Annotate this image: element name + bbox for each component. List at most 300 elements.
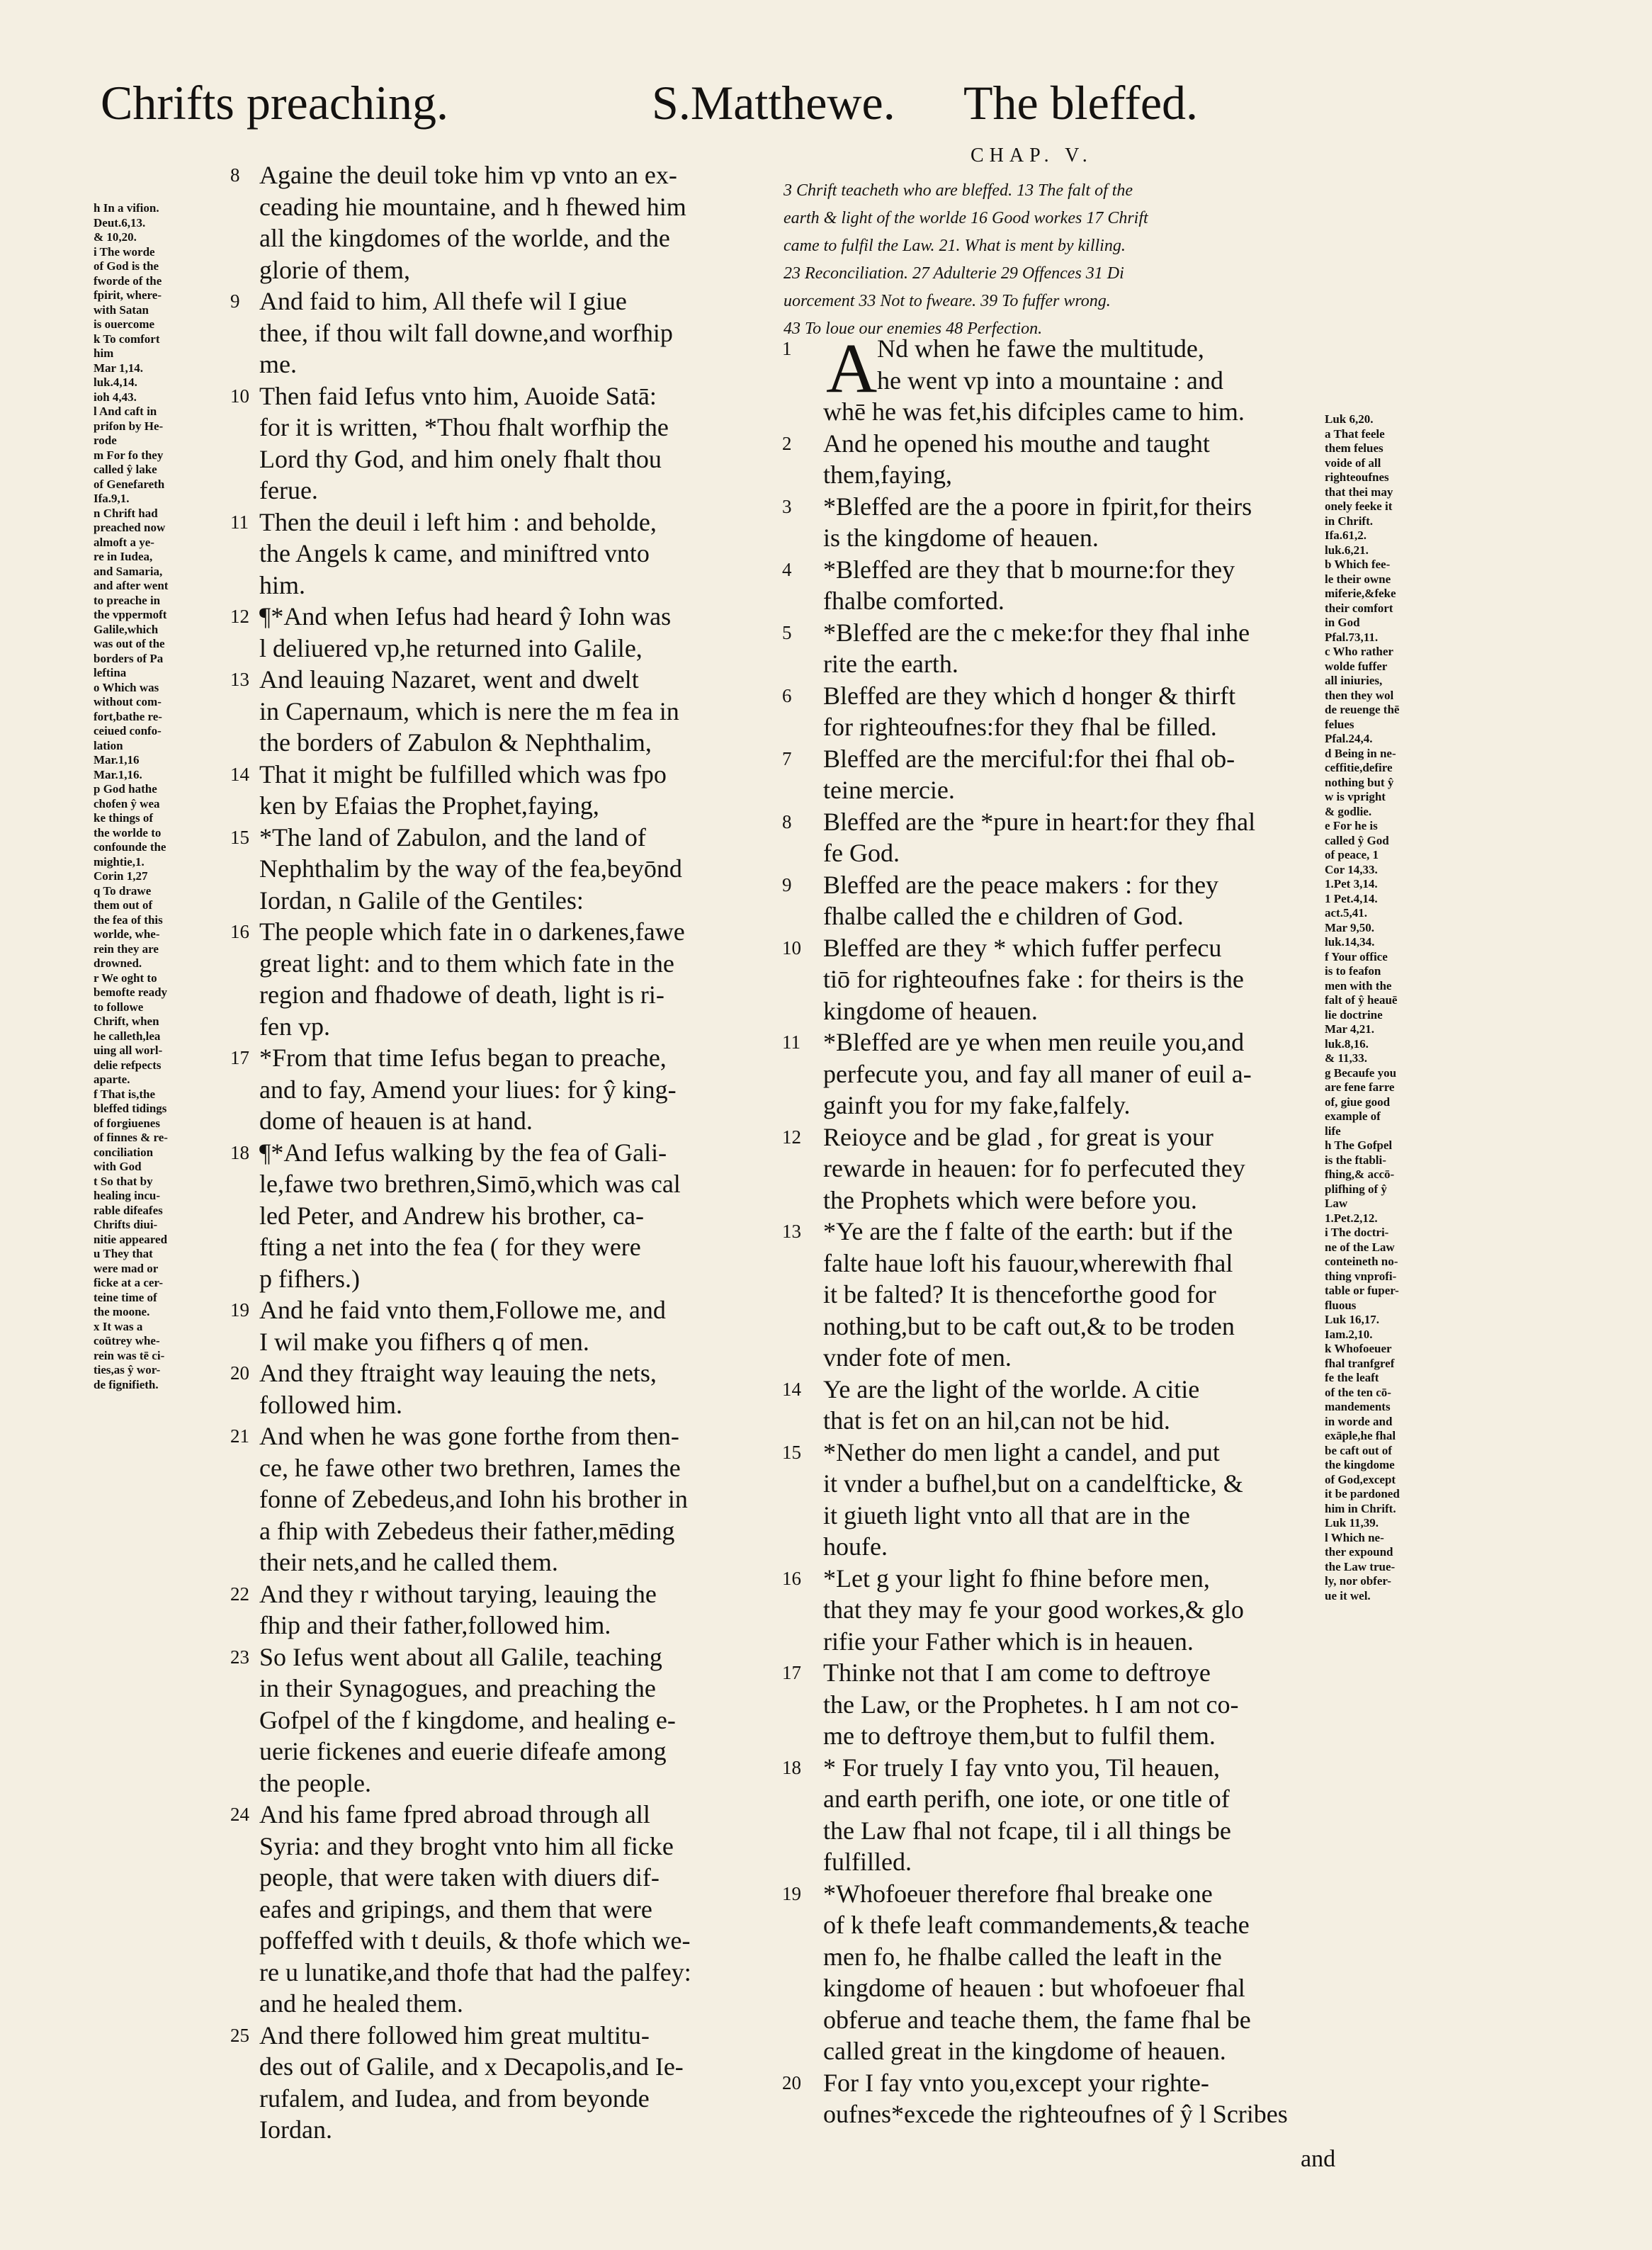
- text-line: Then faid Iefus vnto him, Auoide Satā:: [259, 381, 657, 410]
- margin-note-line: was out of the: [94, 637, 165, 650]
- margin-note-line: bemofte ready: [94, 985, 168, 999]
- text-line: it be falted? It is thenceforthe good for: [823, 1280, 1216, 1308]
- margin-note-line: table or fuper-: [1325, 1284, 1399, 1297]
- margin-note-line: the worlde to: [94, 825, 162, 839]
- text-line: ce, he fawe other two brethren, Iames the: [259, 1453, 681, 1482]
- text-line: Bleffed are the merciful:for thei fhal ob-: [823, 744, 1235, 773]
- text-line: Iordan, n Galile of the Gentiles:: [259, 886, 584, 915]
- margin-note-line: c Who rather: [1325, 645, 1393, 658]
- margin-note-line: righteoufnes: [1325, 470, 1389, 484]
- text-line: fhalbe called the e children of God.: [823, 902, 1184, 930]
- margin-note-line: them felues: [1325, 441, 1384, 455]
- text-line: and he healed them.: [259, 1989, 463, 2018]
- margin-note-line: the kingdome: [1325, 1458, 1395, 1471]
- margin-note-line: & 10,20.: [94, 230, 137, 244]
- text-line: all the kingdomes of the worlde, and the: [259, 224, 670, 252]
- text-line: Bleffed are the *pure in heart:for they fhal: [823, 807, 1256, 836]
- margin-note-line: Cor 14,33.: [1325, 862, 1378, 876]
- text-line: Bleffed are they * which fuffer perfecu: [823, 933, 1222, 962]
- summary-line: 3 Chrift teacheth who are bleffed. 13 The falt of the: [783, 181, 1133, 200]
- text-line: men fo, he fhalbe called the leaft in the: [823, 1942, 1222, 1971]
- margin-note-line: m For fo they: [94, 448, 164, 462]
- margin-note-line: nothing but ŷ: [1325, 775, 1394, 789]
- text-line: of k thefe leaft commandements,& teache: [823, 1911, 1250, 1939]
- margin-note-line: felues: [1325, 717, 1354, 731]
- margin-note-line: life: [1325, 1124, 1341, 1138]
- margin-note-line: h The Gofpel: [1325, 1138, 1393, 1152]
- text-line: eafes and gripings, and them that were: [259, 1894, 652, 1923]
- verse-number: 10: [782, 937, 801, 959]
- margin-note-line: luk.6,21.: [1325, 543, 1369, 557]
- margin-note-line: be caft out of: [1325, 1443, 1392, 1457]
- text-line: *Bleffed are the a poore in fpirit,for theirs: [823, 492, 1252, 521]
- margin-note-line: worlde, whe-: [94, 927, 160, 941]
- margin-note-line: mightie,1.: [94, 854, 145, 869]
- margin-note-line: ne of the Law: [1325, 1240, 1395, 1254]
- text-line: For I fay vnto you,except your righte-: [823, 2068, 1209, 2097]
- margin-note-line: l And caft in: [94, 405, 157, 418]
- text-line: * For truely I fay vnto you, Til heauen,: [823, 1753, 1220, 1782]
- text-line: des out of Galile, and x Decapolis,and Ie-: [259, 2052, 684, 2081]
- margin-note-line: re in Iudea,: [94, 550, 153, 563]
- margin-note-line: bleffed tidings: [94, 1102, 167, 1115]
- margin-note-line: of God,except: [1325, 1472, 1396, 1486]
- text-line: for righteoufnes:for they fhal be filled.: [823, 713, 1217, 741]
- summary-line: came to fulfil the Law. 21. What is ment by killing.: [783, 237, 1126, 255]
- margin-note-line: fpirit, where-: [94, 288, 162, 302]
- verse-number: 5: [782, 621, 792, 643]
- margin-note-line: their comfort: [1325, 601, 1393, 615]
- text-line: thee, if thou wilt fall downe,and worfhip: [259, 318, 673, 347]
- text-line: gainft you for my fake,falfely.: [823, 1091, 1131, 1119]
- margin-note-line: with Satan: [94, 303, 149, 317]
- running-header-center: S.Matthewe.: [652, 76, 895, 130]
- margin-note-line: voide of all: [1325, 456, 1381, 470]
- verse-number: 11: [230, 511, 249, 533]
- text-line: *From that time Iefus began to preache,: [259, 1044, 667, 1072]
- text-line: fhalbe comforted.: [823, 587, 1005, 615]
- margin-note-line: fhal tranfgref: [1325, 1356, 1395, 1370]
- margin-note-line: plifhing of ŷ: [1325, 1182, 1387, 1196]
- margin-note-line: the vppermoft: [94, 608, 167, 621]
- text-line: Ye are the light of the worlde. A citie: [823, 1374, 1200, 1403]
- margin-note-line: Deut.6,13.: [94, 215, 146, 230]
- margin-note-line: ficke at a cer-: [94, 1276, 164, 1289]
- text-line: it vnder a bufhel,but on a candelfticke, &: [823, 1469, 1243, 1498]
- margin-note-line: luk.8,16.: [1325, 1036, 1369, 1051]
- text-line: And faid to him, All thefe wil I giue: [259, 287, 627, 315]
- margin-note-line: in Chrift.: [1325, 514, 1373, 528]
- verse-number: 12: [782, 1126, 801, 1148]
- text-line: great light: and to them which fate in the: [259, 949, 674, 978]
- right-text-column: [823, 329, 1312, 2130]
- verse-number: 11: [782, 1031, 800, 1053]
- margin-note-line: ceiued confo-: [94, 724, 162, 737]
- verse-number: 15: [230, 826, 249, 848]
- text-line: ¶*And when Iefus had heard ŷ Iohn was: [259, 602, 672, 631]
- margin-note-line: 1.Pet.2,12.: [1325, 1211, 1378, 1225]
- margin-note-line: x It was a: [94, 1319, 143, 1333]
- text-line: ceading hie mountaine, and h fhewed him: [259, 192, 686, 221]
- margin-note-line: conteineth no-: [1325, 1255, 1398, 1268]
- text-line: *Let g your light fo fhine before men,: [823, 1564, 1210, 1593]
- margin-note-line: Chrifts diui-: [94, 1218, 158, 1231]
- margin-note-line: rode: [94, 434, 117, 447]
- summary-line: uorcement 33 Not to fweare. 39 To fuffer wrong.: [783, 292, 1111, 310]
- margin-note-line: falt of ŷ heauē: [1325, 993, 1398, 1007]
- text-line: Thinke not that I am come to deftroye: [823, 1658, 1211, 1687]
- margin-note-line: the Law true-: [1325, 1559, 1396, 1573]
- margin-note-line: confounde the: [94, 840, 166, 854]
- chapter-summary: [783, 177, 1322, 343]
- text-line: Againe the deuil toke him vp vnto an ex-: [259, 161, 677, 189]
- margin-note-line: h In a vifion.: [94, 201, 159, 215]
- margin-note-line: mandements: [1325, 1400, 1391, 1413]
- margin-note-line: called ŷ lake: [94, 463, 157, 476]
- text-line: a fhip with Zebedeus their father,mēding: [259, 1516, 675, 1545]
- text-line: the Angels k came, and miniftred vnto: [259, 539, 650, 567]
- left-margin-notes: [94, 201, 214, 1392]
- text-line: rifie your Father which is in heauen.: [823, 1627, 1194, 1656]
- text-line: fonne of Zebedeus,and Iohn his brother in: [259, 1485, 688, 1513]
- margin-note-line: thing vnprofi-: [1325, 1269, 1397, 1283]
- running-header-right: The bleffed.: [963, 76, 1199, 130]
- margin-note-line: r We oght to: [94, 971, 157, 985]
- text-line: Then the deuil i left him : and beholde,: [259, 507, 657, 536]
- margin-note-line: Mar.1,16.: [94, 767, 142, 781]
- margin-note-line: of Genefareth: [94, 477, 165, 491]
- margin-note-line: of God is the: [94, 259, 159, 273]
- margin-note-line: d Being in ne-: [1325, 746, 1396, 760]
- drop-cap: A: [826, 329, 878, 407]
- text-line: *The land of Zabulon, and the land of: [259, 822, 646, 852]
- margin-note-line: Luk 6,20.: [1325, 412, 1374, 426]
- verse-number: 17: [782, 1662, 801, 1683]
- text-line: and to fay, Amend your liues: for ŷ king-: [259, 1075, 677, 1104]
- margin-note-line: fhing,& accō-: [1325, 1168, 1395, 1181]
- margin-note-line: conciliation: [94, 1145, 154, 1159]
- margin-note-line: fe the leaft: [1325, 1371, 1379, 1384]
- verse-number: 20: [782, 2071, 801, 2093]
- margin-note-line: Mar.1,16: [94, 753, 140, 767]
- text-line: ferue.: [259, 476, 318, 504]
- text-line: *Nether do men light a candel, and put: [823, 1437, 1220, 1466]
- verse-number: 2: [782, 432, 792, 454]
- text-line: region and fhadowe of death, light is ri-: [259, 980, 664, 1009]
- verse-number: 14: [230, 763, 249, 785]
- margin-note-line: are fene farre: [1325, 1080, 1395, 1094]
- margin-note-line: & 11,33.: [1325, 1051, 1367, 1065]
- margin-note-line: prifon by He-: [94, 419, 164, 433]
- margin-note-line: rein they are: [94, 942, 159, 956]
- text-line: Reioyce and be glad , for great is your: [823, 1122, 1213, 1151]
- margin-note-line: the moone.: [94, 1305, 150, 1318]
- margin-note-line: rein was tē ci-: [94, 1348, 165, 1362]
- margin-note-line: drowned.: [94, 956, 142, 970]
- margin-note-line: wolde fuffer: [1325, 659, 1388, 673]
- margin-note-line: u They that: [94, 1247, 153, 1260]
- margin-note-line: rable difeafes: [94, 1203, 163, 1217]
- margin-note-line: Law: [1325, 1197, 1348, 1210]
- margin-note-line: Ifa.9,1.: [94, 492, 130, 505]
- margin-note-line: healing incu-: [94, 1189, 160, 1202]
- margin-note-line: him: [94, 346, 114, 360]
- margin-note-line: luk.14,34.: [1325, 935, 1375, 949]
- margin-note-line: ly, nor obfer-: [1325, 1574, 1391, 1588]
- text-line: glorie of them,: [259, 255, 410, 284]
- text-line: that they may fe your good workes,& glo: [823, 1595, 1244, 1624]
- text-line: the borders of Zabulon & Nephthalim,: [259, 728, 652, 757]
- margin-note-line: delie refpects: [94, 1058, 162, 1072]
- text-line: houfe.: [823, 1532, 888, 1561]
- margin-note-line: lie doctrine: [1325, 1007, 1383, 1022]
- text-line: That it might be fulfilled which was fpo: [259, 759, 667, 788]
- margin-note-line: g Becaufe you: [1325, 1065, 1397, 1080]
- text-line: is the kingdome of heauen.: [823, 524, 1099, 552]
- text-line: *Ye are the f falte of the earth: but if the: [823, 1217, 1233, 1245]
- margin-note-line: k To comfort: [94, 332, 160, 346]
- text-line: he went vp into a mountaine : and: [877, 366, 1223, 395]
- text-line: *Bleffed are ye when men reuile you,and: [823, 1028, 1245, 1056]
- margin-note-line: Corin 1,27: [94, 869, 148, 883]
- verse-number: 17: [230, 1047, 249, 1068]
- margin-note-line: it be pardoned: [1325, 1487, 1400, 1500]
- verse-number: 16: [782, 1567, 801, 1589]
- margin-note-line: him in Chrift.: [1325, 1501, 1396, 1515]
- text-line: tiō for righteoufnes fake : for theirs is the: [823, 965, 1244, 993]
- margin-note-line: de reuenge thē: [1325, 703, 1400, 716]
- text-line: nothing,but to be caft out,& to be troden: [823, 1311, 1235, 1340]
- text-line: Iordan.: [259, 2115, 332, 2144]
- margin-note-line: the fea of this: [94, 912, 163, 927]
- margin-note-line: of the ten cō-: [1325, 1385, 1391, 1399]
- verse-number: 21: [230, 1425, 249, 1447]
- margin-note-line: Pfal.73,11.: [1325, 630, 1379, 644]
- margin-note-line: that thei may: [1325, 485, 1393, 499]
- text-line: And when he was gone forthe from then-: [259, 1422, 679, 1450]
- text-line: *Bleffed are they that b mourne:for they: [823, 555, 1235, 584]
- margin-note-line: Mar 4,21.: [1325, 1022, 1375, 1036]
- margin-note-line: i The doctri-: [1325, 1226, 1389, 1239]
- text-line: re u lunatike,and thofe that had the palfey:: [259, 1957, 691, 1986]
- margin-note-line: uing all worl-: [94, 1044, 163, 1057]
- text-line: fulfilled.: [823, 1848, 912, 1876]
- text-line: ¶*And Iefus walking by the fea of Gali-: [259, 1138, 667, 1167]
- margin-note-line: miferie,&feke: [1325, 587, 1396, 600]
- margin-note-line: a That feele: [1325, 426, 1385, 441]
- margin-note-line: almoft a ye-: [94, 535, 154, 549]
- text-line: their nets,and he called them.: [259, 1548, 558, 1576]
- text-line: And they ftraight way leauing the nets,: [259, 1359, 657, 1387]
- text-line: ken by Efaias the Prophet,faying,: [259, 791, 599, 820]
- margin-note-line: is the ftabli-: [1325, 1153, 1386, 1167]
- margin-note-line: and Samaria,: [94, 564, 163, 578]
- verse-number: 22: [230, 1583, 249, 1605]
- catchword: and: [1301, 2146, 1336, 2172]
- margin-note-line: le their owne: [1325, 572, 1391, 586]
- text-line: kingdome of heauen.: [823, 996, 1038, 1025]
- text-line: me.: [259, 350, 297, 378]
- margin-note-line: fort,bathe re-: [94, 709, 162, 723]
- text-line: And leauing Nazaret, went and dwelt: [259, 665, 639, 694]
- verse-number: 9: [230, 290, 240, 312]
- text-line: followed him.: [259, 1390, 402, 1419]
- margin-note-line: Ifa.61,2.: [1325, 528, 1367, 542]
- verse-number: 16: [230, 921, 249, 942]
- margin-note-line: of peace, 1: [1325, 848, 1379, 861]
- text-line: dome of heauen is at hand.: [259, 1107, 533, 1135]
- text-line: uerie fickenes and euerie difeafe among: [259, 1737, 667, 1765]
- text-line: Nephthalim by the way of the fea,beyōnd: [259, 854, 682, 883]
- text-line: poffeffed with t deuils, & thofe which we-: [259, 1926, 691, 1955]
- margin-note-line: Chrift, when: [94, 1014, 159, 1028]
- margin-note-line: Galile,which: [94, 622, 159, 636]
- text-line: in Capernaum, which is nere the m fea in: [259, 696, 679, 725]
- verse-number: 8: [782, 810, 792, 832]
- margin-note-line: is ouercome: [94, 317, 155, 331]
- margin-note-line: Luk 11,39.: [1325, 1516, 1379, 1530]
- text-line: Gofpel of the f kingdome, and healing e-: [259, 1705, 676, 1734]
- margin-note-line: exāple,he fhal: [1325, 1429, 1396, 1442]
- margin-note-line: to preache in: [94, 593, 161, 607]
- text-line: p fifhers.): [259, 1264, 360, 1293]
- margin-note-line: preached now: [94, 521, 166, 534]
- margin-note-line: onely feeke it: [1325, 499, 1393, 513]
- verse-number: 12: [230, 606, 249, 627]
- margin-note-line: were mad or: [94, 1261, 159, 1275]
- margin-note-line: lation: [94, 738, 123, 752]
- text-line: rufalem, and Iudea, and from beyonde: [259, 2084, 650, 2113]
- verse-number: 23: [230, 1646, 249, 1668]
- margin-note-line: then they wol: [1325, 688, 1394, 702]
- margin-note-line: them out of: [94, 898, 153, 912]
- margin-note-line: f That is,the: [94, 1087, 156, 1101]
- margin-note-line: de fignifieth.: [94, 1377, 159, 1391]
- margin-note-line: Mar 1,14.: [94, 361, 144, 375]
- text-line: them,faying,: [823, 460, 952, 489]
- verse-number: 19: [230, 1299, 249, 1321]
- margin-note-line: o Which was: [94, 680, 159, 694]
- text-line: the Law, or the Prophetes. h I am not co-: [823, 1690, 1239, 1719]
- running-header-left: Chrifts preaching.: [101, 76, 448, 130]
- text-line: for it is written, *Thou fhalt worfhip the: [259, 413, 669, 441]
- margin-note-line: Iam.2,10.: [1325, 1327, 1373, 1341]
- summary-line: 43 To loue our enemies 48 Perfection.: [783, 320, 1043, 338]
- right-margin-notes: [1325, 412, 1452, 1603]
- text-line: Nd when he fawe the multitude,: [877, 334, 1204, 363]
- margin-note-line: fluous: [1325, 1298, 1357, 1312]
- margin-note-line: p God hathe: [94, 782, 157, 796]
- margin-note-line: ue it wel.: [1325, 1588, 1371, 1602]
- verse-number: 8: [230, 164, 240, 186]
- verse-number: 18: [782, 1756, 801, 1778]
- text-line: fe God.: [823, 839, 900, 867]
- text-line: kingdome of heauen : but whofoeuer fhal: [823, 1974, 1245, 2002]
- margin-note-line: leftina: [94, 666, 127, 679]
- margin-note-line: is to feafon: [1325, 964, 1381, 978]
- text-line: So Iefus went about all Galile, teaching: [259, 1642, 662, 1671]
- text-line: me to deftroye them,but to fulfil them.: [823, 1722, 1216, 1750]
- margin-note-line: f Your office: [1325, 949, 1388, 963]
- text-line: *Whofoeuer therefore fhal breake one: [823, 1879, 1213, 1908]
- text-line: in their Synagogues, and preaching the: [259, 1674, 656, 1702]
- margin-note-line: teine time of: [94, 1290, 157, 1304]
- margin-note-line: with God: [94, 1160, 142, 1173]
- margin-note-line: men with the: [1325, 978, 1392, 993]
- text-line: And he opened his mouthe and taught: [823, 429, 1210, 458]
- margin-note-line: nitie appeared: [94, 1232, 168, 1246]
- verse-number: 19: [782, 1882, 801, 1904]
- margin-note-line: e For he is: [1325, 819, 1378, 832]
- margin-note-line: t So that by: [94, 1174, 153, 1188]
- margin-note-line: Mar 9,50.: [1325, 920, 1375, 934]
- summary-line: 23 Reconciliation. 27 Adulterie 29 Offences 31 Di: [783, 264, 1124, 283]
- text-line: And his fame fpred abroad through all: [259, 1800, 650, 1828]
- margin-note-line: luk.4,14.: [94, 375, 137, 389]
- verse-number: 13: [782, 1221, 801, 1242]
- margin-note-line: q To drawe: [94, 883, 152, 898]
- verse-number: 25: [230, 2024, 249, 2046]
- margin-note-line: l Which ne-: [1325, 1530, 1384, 1544]
- text-line: the Law fhal not fcape, til i all things be: [823, 1816, 1231, 1845]
- margin-note-line: called ŷ God: [1325, 833, 1389, 847]
- margin-note-line: k Whofoeuer: [1325, 1342, 1392, 1355]
- text-line: falte haue loft his fauour,wherewith fhal: [823, 1248, 1233, 1277]
- margin-note-line: aparte.: [94, 1073, 130, 1086]
- text-line: Bleffed are they which d honger & thirft: [823, 681, 1236, 710]
- margin-note-line: of forgiuenes: [94, 1116, 160, 1130]
- text-line: him.: [259, 570, 306, 599]
- margin-note-line: Luk 16,17.: [1325, 1313, 1379, 1326]
- verse-number: 14: [782, 1378, 801, 1400]
- text-line: fen vp.: [259, 1012, 330, 1041]
- margin-note-line: of finnes & re-: [94, 1131, 168, 1144]
- text-line: fhip and their father,followed him.: [259, 1611, 611, 1639]
- text-line: vnder fote of men.: [823, 1343, 1012, 1372]
- left-text-column: [259, 159, 776, 2146]
- text-line: And there followed him great multitu-: [259, 2020, 650, 2050]
- margin-note-line: & godlie.: [1325, 804, 1372, 818]
- margin-note-line: and after went: [94, 579, 169, 592]
- margin-note-line: he calleth,lea: [94, 1029, 161, 1043]
- verse-number: 6: [782, 684, 792, 706]
- margin-note-line: b Which fee-: [1325, 558, 1391, 571]
- margin-note-line: in worde and: [1325, 1414, 1393, 1428]
- verse-number: 4: [782, 558, 792, 580]
- text-line: And they r without tarying, leauing the: [259, 1579, 657, 1608]
- verse-number: 10: [230, 385, 249, 407]
- text-line: it giueth light vnto all that are in the: [823, 1500, 1190, 1530]
- chapter-heading: CHAP. V.: [971, 145, 1093, 166]
- margin-note-line: borders of Pa: [94, 651, 164, 665]
- margin-note-line: of, giue good: [1325, 1095, 1391, 1109]
- text-line: people, that were taken with diuers dif-: [259, 1863, 660, 1892]
- text-line: le,fawe two brethren,Simō,which was cal: [259, 1170, 681, 1198]
- text-line: rite the earth.: [823, 650, 958, 678]
- margin-note-line: chofen ŷ wea: [94, 796, 160, 810]
- verse-number: 3: [782, 495, 792, 517]
- margin-note-line: ther expound: [1325, 1545, 1393, 1559]
- margin-note-line: without com-: [94, 695, 162, 708]
- margin-note-line: n Chrift had: [94, 506, 158, 520]
- text-line: *Bleffed are the c meke:for they fhal inhe: [823, 618, 1250, 647]
- margin-note-line: Pfal.24,4.: [1325, 732, 1373, 745]
- margin-note-line: i The worde: [94, 244, 155, 259]
- verse-number: 7: [782, 747, 792, 769]
- margin-note-line: act.5,41.: [1325, 906, 1367, 920]
- margin-note-line: 1.Pet 3,14.: [1325, 877, 1378, 891]
- text-line: oufnes*excede the righteoufnes of ŷ l Scribes: [823, 2100, 1288, 2128]
